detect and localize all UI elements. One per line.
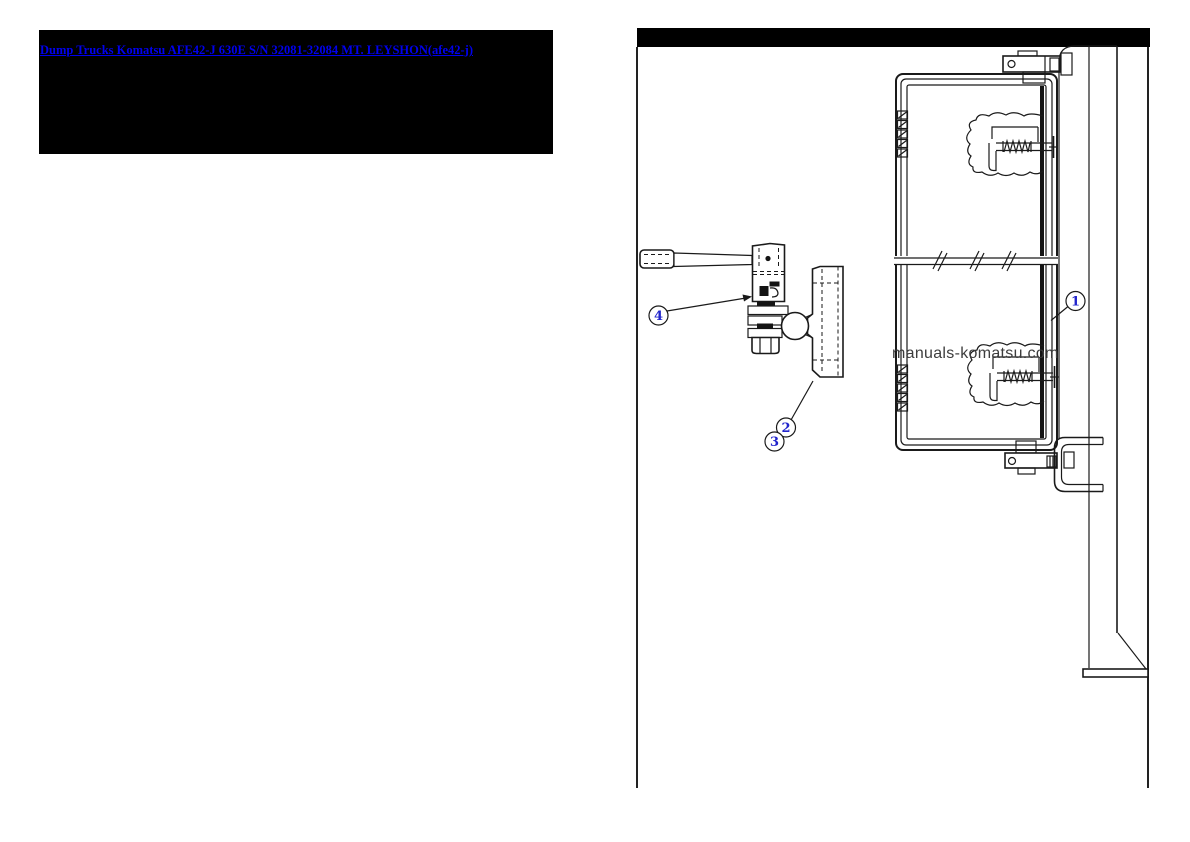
- svg-text:3: 3: [769, 435, 780, 450]
- lower-mount-bracket: [1005, 441, 1057, 474]
- upper-mount-bracket: [1003, 51, 1072, 83]
- svg-text:1: 1: [1070, 294, 1081, 310]
- model-link[interactable]: Dump Trucks Komatsu AFE42-J 630E S/N 32081-32084 MT. LEYSHON(afe42-j): [40, 43, 474, 57]
- yoke-plate: [748, 306, 788, 315]
- post-base-plate: [1083, 669, 1148, 677]
- mirror-frame: [893, 74, 1059, 450]
- mounting-post: [1059, 46, 1148, 677]
- svg-text:4: 4: [653, 309, 664, 324]
- ball-joint: [782, 313, 809, 340]
- callout-4[interactable]: [649, 295, 752, 326]
- callout-3[interactable]: [765, 432, 784, 451]
- clamp-jaw-lower: [748, 329, 782, 338]
- clamp-nut: [752, 338, 779, 354]
- arrowhead: [743, 295, 753, 302]
- hinge-detail-upper: [898, 111, 908, 157]
- svg-text:2: 2: [781, 421, 791, 436]
- callout-2[interactable]: [777, 381, 814, 437]
- hinge-detail-lower: [898, 365, 908, 411]
- handle-grip: [640, 250, 674, 268]
- handle-shaft: [674, 253, 752, 267]
- post-clamp: [1055, 438, 1104, 492]
- post-gusset: [1118, 633, 1146, 669]
- watermark: manuals-komatsu.com: [892, 345, 1059, 362]
- latch-detail-upper: [967, 113, 1058, 176]
- latch-catch: [760, 286, 769, 296]
